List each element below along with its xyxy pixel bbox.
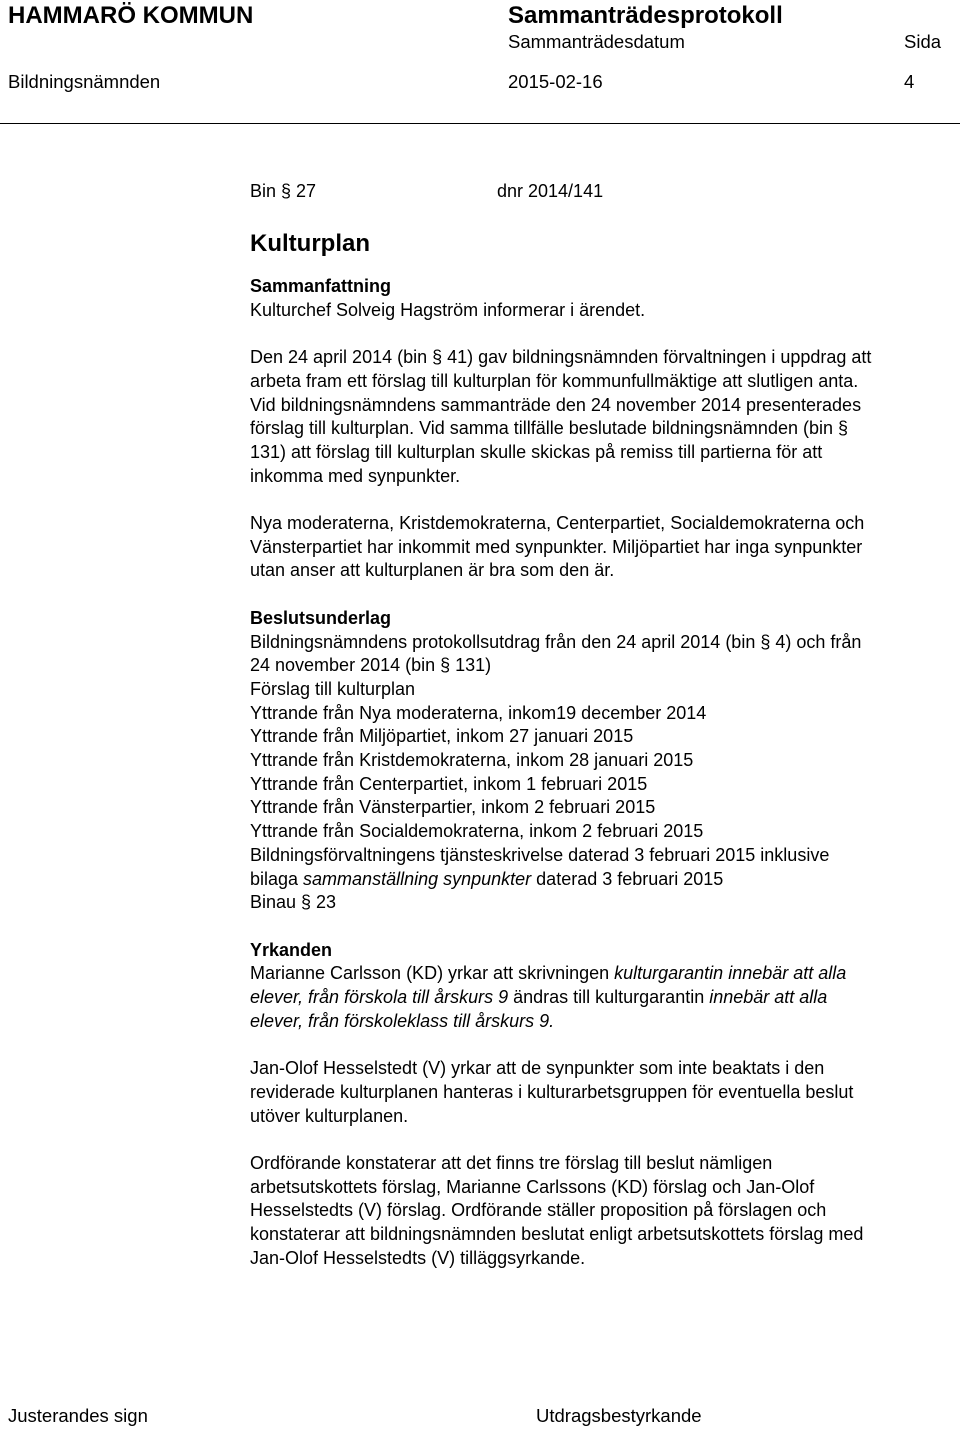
motions-heading: Yrkanden xyxy=(250,939,333,960)
basis-item: Yttrande från Miljöpartiet, inkom 27 januari 2015 xyxy=(250,726,634,747)
case-reference xyxy=(250,180,875,206)
summary-paragraph-2: Nya moderaterna, Kristdemokraterna, Centerpartiet, Socialdemokraterna och Vänsterpartiet har inkommit med synpunkter. Miljöpartiet har inga synpunkter utan anser att kulturplanen är bra som den är. xyxy=(250,513,865,581)
summary-intro: Kulturchef Solveig Hagström informerar i ärendet. xyxy=(250,299,646,320)
basis-item: Förslag till kulturplan xyxy=(250,678,416,699)
date-label: Sammanträdesdatum xyxy=(508,31,685,52)
page-label: Sida xyxy=(904,31,942,52)
case-title: Kulturplan xyxy=(250,230,370,257)
case-dnr: dnr 2014/141 xyxy=(497,181,604,201)
page-number: 4 xyxy=(904,71,915,92)
basis-list xyxy=(250,631,875,915)
summary-heading: Sammanfattning xyxy=(250,276,392,296)
meeting-date: 2015-02-16 xyxy=(508,71,603,92)
summary-paragraph-1: Den 24 april 2014 (bin § 41) gav bildningsnämnden förvaltningen i uppdrag att arbeta fram ett förslag till kulturplan för kommunfullmäktige att slutligen anta. Vid bildningsnämndens sammanträde den 24 november 2014 presenterades förslag till kulturplan. Vid samma tillfälle beslutade bildningsnämnden (bin § 131) att förslag till kulturplan skulle skickas på remiss till partierna för att inkomma med synpunkter. xyxy=(250,347,872,486)
document-type: Sammanträdesprotokoll xyxy=(508,2,783,29)
committee-name: Bildningsnämnden xyxy=(8,71,161,92)
basis-item: Yttrande från Socialdemokraterna, inkom 2 februari 2015 xyxy=(250,821,704,842)
basis-item: Yttrande från Nya moderaterna, inkom19 december 2014 xyxy=(250,702,707,723)
motion-hesselstedt: Jan-Olof Hesselstedt (V) yrkar att de synpunkter som inte beaktats i den reviderade kulturplanen hanteras i kulturarbetsgruppen för eventuella beslut utöver kulturplanen. xyxy=(250,1058,854,1126)
basis-item-service-report: Bildningsförvaltningens tjänsteskrivelse daterad 3 februari 2015 inklusive bilaga sammanställning synpunkter daterad 3 februari 2015 xyxy=(250,844,830,889)
basis-item: Bildningsnämndens protokollsutdrag från den 24 april 2014 (bin § 4) och från 24 november 2014 (bin § 131) xyxy=(250,631,862,676)
chair-conclusion: Ordförande konstaterar att det finns tre förslag till beslut nämligen arbetsutskottets förslag, Marianne Carlssons (KD) förslag och Jan-Olof Hesselstedts (V) förslag. Ordförande ställer proposition på förslagen och konstaterar att bildningsnämnden beslutat enligt arbetsutskottets förslag med Jan-Olof Hesselstedts (V) tilläggsyrkande. xyxy=(250,1152,864,1268)
basis-item: Yttrande från Vänsterpartier, inkom 2 februari 2015 xyxy=(250,797,656,818)
basis-item: Yttrande från Centerpartiet, inkom 1 februari 2015 xyxy=(250,773,648,794)
footer-signature-label: Justerandes sign xyxy=(8,1405,148,1426)
basis-item: Yttrande från Kristdemokraterna, inkom 28 januari 2015 xyxy=(250,750,694,771)
motion-carlsson: Marianne Carlsson (KD) yrkar att skrivningen kulturgarantin innebär att alla elever, från förskola till årskurs 9 ändras till kulturgarantin innebär att alla elever, från förskoleklass till årskurs 9. xyxy=(250,963,847,1031)
basis-heading: Beslutsunderlag xyxy=(250,607,392,628)
organization-name: HAMMARÖ KOMMUN xyxy=(8,2,254,29)
basis-item-binau: Binau § 23 xyxy=(250,892,337,913)
header-divider xyxy=(0,123,960,124)
footer-certification-label: Utdragsbestyrkande xyxy=(536,1405,702,1426)
case-number: Bin § 27 xyxy=(250,181,317,201)
document-body xyxy=(250,180,875,1270)
